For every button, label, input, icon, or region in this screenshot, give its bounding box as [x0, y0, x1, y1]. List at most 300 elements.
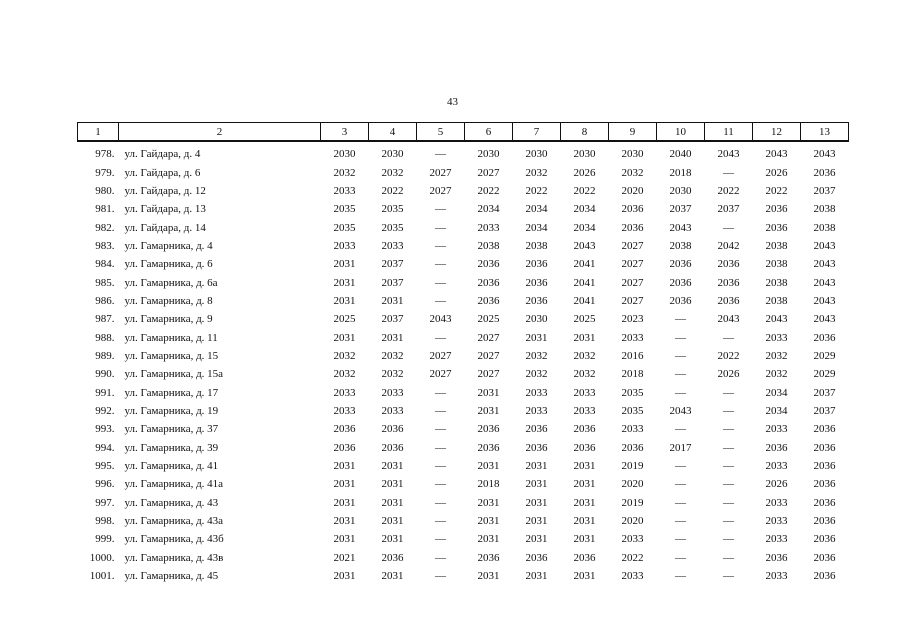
address-cell: ул. Гамарника, д. 43в	[124, 551, 224, 564]
year-cell: 2038	[765, 294, 788, 307]
year-cell: 2033	[765, 515, 788, 528]
year-cell: 2032	[573, 349, 596, 362]
year-cell: 2026	[573, 166, 596, 179]
year-cell: 2026	[717, 368, 740, 381]
address-cell: ул. Гайдара, д. 14	[124, 221, 206, 234]
year-cell: —	[435, 533, 446, 546]
year-cell: —	[435, 423, 446, 436]
year-cell: 2018	[669, 166, 692, 179]
column-header: 3	[321, 123, 369, 142]
table-row	[78, 200, 849, 218]
year-cell: 2036	[477, 294, 500, 307]
year-cell: —	[435, 404, 446, 417]
year-cell: 2038	[813, 203, 836, 216]
row-number: 1000.	[89, 551, 115, 564]
year-cell: 2037	[717, 203, 740, 216]
year-cell: 2036	[765, 221, 788, 234]
year-cell: 2035	[381, 203, 404, 216]
year-cell: 2036	[525, 423, 548, 436]
address-cell: ул. Гамарника, д. 8	[124, 294, 213, 307]
year-cell: 2031	[381, 570, 404, 583]
column-header: 10	[657, 123, 705, 142]
table-row	[78, 402, 849, 420]
column-header: 2	[119, 123, 321, 142]
row-number: 987.	[95, 313, 115, 326]
year-cell: 2032	[765, 368, 788, 381]
year-cell: 2033	[381, 386, 404, 399]
year-cell: 2020	[621, 478, 644, 491]
year-cell: 2027	[429, 184, 452, 197]
year-cell: 2033	[333, 386, 356, 399]
table-row	[78, 182, 849, 200]
year-cell: 2027	[477, 368, 500, 381]
table-row	[78, 163, 849, 181]
year-cell: 2027	[621, 239, 644, 252]
year-cell: 2036	[813, 423, 836, 436]
year-cell: —	[675, 478, 686, 491]
year-cell: 2030	[621, 148, 644, 161]
table-row	[78, 141, 849, 163]
year-cell: —	[675, 551, 686, 564]
year-cell: 2031	[477, 496, 500, 509]
year-cell: 2036	[333, 441, 356, 454]
column-header: 6	[465, 123, 513, 142]
year-cell: 2031	[573, 533, 596, 546]
year-cell: 2033	[765, 533, 788, 546]
year-cell: —	[723, 386, 734, 399]
row-number: 981.	[95, 203, 115, 216]
year-cell: 2043	[813, 239, 836, 252]
year-cell: —	[723, 404, 734, 417]
year-cell: 2027	[429, 166, 452, 179]
row-number: 984.	[95, 258, 115, 271]
year-cell: 2038	[669, 239, 692, 252]
year-cell: —	[723, 331, 734, 344]
table-row	[78, 273, 849, 291]
year-cell: 2031	[381, 533, 404, 546]
address-cell: ул. Гайдара, д. 6	[124, 166, 201, 179]
year-cell: 2034	[573, 203, 596, 216]
year-cell: 2027	[621, 294, 644, 307]
year-cell: —	[435, 294, 446, 307]
address-cell: ул. Гамарника, д. 6	[124, 258, 213, 271]
year-cell: 2032	[621, 166, 644, 179]
address-cell: ул. Гамарника, д. 9	[124, 313, 213, 326]
year-cell: 2031	[381, 515, 404, 528]
year-cell: —	[723, 533, 734, 546]
year-cell: 2032	[525, 349, 548, 362]
year-cell: 2031	[333, 570, 356, 583]
year-cell: 2031	[333, 276, 356, 289]
row-number: 985.	[95, 276, 115, 289]
year-cell: —	[435, 386, 446, 399]
year-cell: 2033	[765, 460, 788, 473]
address-cell: ул. Гамарника, д. 17	[124, 386, 219, 399]
year-cell: 2031	[573, 515, 596, 528]
year-cell: 2036	[717, 258, 740, 271]
year-cell: 2023	[621, 313, 644, 326]
year-cell: —	[435, 551, 446, 564]
row-number: 983.	[95, 239, 115, 252]
year-cell: 2032	[573, 368, 596, 381]
year-cell: 2034	[765, 386, 788, 399]
year-cell: 2031	[381, 478, 404, 491]
year-cell: 2033	[333, 184, 356, 197]
year-cell: 2032	[333, 368, 356, 381]
year-cell: 2036	[717, 276, 740, 289]
year-cell: 2036	[621, 203, 644, 216]
page-number: 43	[447, 96, 458, 108]
year-cell: 2036	[717, 294, 740, 307]
year-cell: 2043	[813, 258, 836, 271]
year-cell: 2027	[621, 276, 644, 289]
year-cell: 2034	[573, 221, 596, 234]
year-cell: 2031	[525, 478, 548, 491]
address-cell: ул. Гамарника, д. 15а	[124, 368, 224, 381]
year-cell: 2036	[381, 551, 404, 564]
year-cell: 2036	[765, 441, 788, 454]
year-cell: 2036	[477, 551, 500, 564]
year-cell: —	[435, 221, 446, 234]
year-cell: 2031	[525, 331, 548, 344]
year-cell: —	[723, 221, 734, 234]
year-cell: —	[435, 258, 446, 271]
year-cell: 2033	[765, 496, 788, 509]
year-cell: —	[435, 460, 446, 473]
year-cell: —	[675, 515, 686, 528]
year-cell: 2036	[477, 423, 500, 436]
table-row	[78, 457, 849, 475]
header-row	[78, 123, 849, 142]
year-cell: 2031	[333, 294, 356, 307]
year-cell: 2036	[669, 294, 692, 307]
year-cell: 2031	[477, 404, 500, 417]
year-cell: —	[675, 349, 686, 362]
row-number: 997.	[95, 496, 115, 509]
column-header: 1	[78, 123, 119, 142]
address-cell: ул. Гамарника, д. 43б	[124, 533, 224, 546]
year-cell: 2031	[525, 533, 548, 546]
year-cell: 2036	[573, 441, 596, 454]
year-cell: 2042	[717, 239, 740, 252]
year-cell: 2037	[813, 386, 836, 399]
table-row	[78, 310, 849, 328]
year-cell: —	[435, 496, 446, 509]
address-cell: ул. Гамарника, д. 45	[124, 570, 219, 583]
year-cell: 2031	[477, 460, 500, 473]
year-cell: 2018	[621, 368, 644, 381]
year-cell: 2033	[621, 423, 644, 436]
year-cell: —	[675, 533, 686, 546]
year-cell: 2022	[717, 349, 740, 362]
year-cell: 2033	[621, 533, 644, 546]
year-cell: 2032	[381, 368, 404, 381]
year-cell: 2031	[525, 570, 548, 583]
year-cell: 2027	[477, 166, 500, 179]
year-cell: 2041	[573, 294, 596, 307]
year-cell: 2036	[813, 496, 836, 509]
year-cell: 2019	[621, 460, 644, 473]
year-cell: 2025	[333, 313, 356, 326]
table-row	[78, 292, 849, 310]
year-cell: 2036	[525, 276, 548, 289]
year-cell: 2033	[573, 386, 596, 399]
address-cell: ул. Гамарника, д. 43	[124, 496, 219, 509]
year-cell: —	[675, 386, 686, 399]
year-cell: 2030	[477, 148, 500, 161]
year-cell: 2036	[765, 551, 788, 564]
year-cell: 2030	[573, 148, 596, 161]
table-row	[78, 328, 849, 346]
year-cell: 2022	[573, 184, 596, 197]
year-cell: 2033	[333, 404, 356, 417]
column-header: 4	[369, 123, 417, 142]
row-number: 996.	[95, 478, 115, 491]
address-cell: ул. Гайдара, д. 12	[124, 184, 206, 197]
year-cell: —	[435, 276, 446, 289]
year-cell: 2043	[813, 313, 836, 326]
row-number: 990.	[95, 368, 115, 381]
year-cell: —	[675, 570, 686, 583]
table-row	[78, 439, 849, 457]
year-cell: 2033	[381, 239, 404, 252]
row-number: 994.	[95, 441, 115, 454]
year-cell: 2033	[381, 404, 404, 417]
year-cell: —	[435, 331, 446, 344]
address-cell: ул. Гамарника, д. 11	[124, 331, 218, 344]
year-cell: 2043	[669, 404, 692, 417]
year-cell: 2037	[669, 203, 692, 216]
year-cell: 2036	[669, 258, 692, 271]
year-cell: 2043	[813, 276, 836, 289]
year-cell: 2038	[765, 239, 788, 252]
year-cell: 2041	[573, 276, 596, 289]
year-cell: 2025	[477, 313, 500, 326]
year-cell: —	[723, 460, 734, 473]
row-number: 998.	[95, 515, 115, 528]
year-cell: 2031	[333, 533, 356, 546]
year-cell: —	[435, 239, 446, 252]
year-cell: —	[723, 441, 734, 454]
year-cell: 2032	[381, 349, 404, 362]
address-cell: ул. Гамарника, д. 15	[124, 349, 219, 362]
column-header: 12	[753, 123, 801, 142]
address-cell: ул. Гамарника, д. 4	[124, 239, 213, 252]
year-cell: 2031	[333, 331, 356, 344]
year-cell: 2043	[813, 148, 836, 161]
year-cell: 2034	[525, 221, 548, 234]
year-cell: 2031	[333, 496, 356, 509]
year-cell: 2036	[477, 276, 500, 289]
table-row	[78, 218, 849, 236]
year-cell: 2038	[813, 221, 836, 234]
year-cell: 2036	[813, 460, 836, 473]
year-cell: 2036	[381, 441, 404, 454]
year-cell: 2037	[813, 404, 836, 417]
column-header: 7	[513, 123, 561, 142]
row-number: 999.	[95, 533, 115, 546]
row-number: 1001.	[89, 570, 115, 583]
year-cell: 2020	[621, 515, 644, 528]
year-cell: 2031	[381, 460, 404, 473]
year-cell: 2027	[477, 331, 500, 344]
year-cell: 2032	[765, 349, 788, 362]
year-cell: 2031	[525, 515, 548, 528]
year-cell: —	[723, 515, 734, 528]
year-cell: 2036	[381, 423, 404, 436]
year-cell: 2036	[621, 441, 644, 454]
year-cell: 2022	[765, 184, 788, 197]
year-cell: 2033	[765, 331, 788, 344]
address-cell: ул. Гамарника, д. 41	[124, 460, 219, 473]
year-cell: 2032	[525, 368, 548, 381]
year-cell: —	[723, 496, 734, 509]
year-cell: 2037	[813, 184, 836, 197]
year-cell: 2022	[621, 551, 644, 564]
year-cell: 2038	[477, 239, 500, 252]
year-cell: 2031	[333, 515, 356, 528]
year-cell: 2031	[381, 331, 404, 344]
year-cell: —	[435, 441, 446, 454]
year-cell: —	[675, 423, 686, 436]
year-cell: 2036	[525, 441, 548, 454]
year-cell: 2022	[717, 184, 740, 197]
year-cell: 2017	[669, 441, 692, 454]
row-number: 980.	[95, 184, 115, 197]
year-cell: 2031	[333, 460, 356, 473]
year-cell: 2029	[813, 368, 836, 381]
year-cell: 2025	[573, 313, 596, 326]
table-row	[78, 530, 849, 548]
year-cell: —	[675, 313, 686, 326]
year-cell: 2033	[525, 386, 548, 399]
year-cell: 2038	[765, 258, 788, 271]
address-cell: ул. Гамарника, д. 41а	[124, 478, 224, 491]
year-cell: 2036	[573, 423, 596, 436]
address-cell: ул. Гамарника, д. 43а	[124, 515, 224, 528]
year-cell: 2036	[333, 423, 356, 436]
table-row	[78, 255, 849, 273]
table-row	[78, 237, 849, 255]
row-number: 988.	[95, 331, 115, 344]
year-cell: —	[723, 551, 734, 564]
row-number: 982.	[95, 221, 115, 234]
table-row	[78, 567, 849, 585]
year-cell: 2033	[333, 239, 356, 252]
year-cell: 2043	[813, 294, 836, 307]
year-cell: 2033	[621, 331, 644, 344]
year-cell: 2031	[477, 533, 500, 546]
column-header: 11	[705, 123, 753, 142]
year-cell: 2026	[765, 478, 788, 491]
year-cell: 2037	[381, 258, 404, 271]
year-cell: 2020	[621, 184, 644, 197]
year-cell: 2034	[765, 404, 788, 417]
year-cell: 2036	[573, 551, 596, 564]
year-cell: —	[435, 203, 446, 216]
year-cell: 2030	[381, 148, 404, 161]
year-cell: 2033	[765, 570, 788, 583]
year-cell: 2027	[477, 349, 500, 362]
table-row	[78, 512, 849, 530]
year-cell: 2031	[573, 460, 596, 473]
address-cell: ул. Гамарника, д. 37	[124, 423, 219, 436]
year-cell: 2033	[477, 221, 500, 234]
year-cell: —	[675, 368, 686, 381]
year-cell: 2043	[429, 313, 452, 326]
year-cell: 2034	[477, 203, 500, 216]
year-cell: 2031	[573, 496, 596, 509]
year-cell: —	[435, 570, 446, 583]
address-cell: ул. Гамарника, д. 39	[124, 441, 219, 454]
year-cell: 2036	[477, 441, 500, 454]
year-cell: 2031	[381, 294, 404, 307]
year-cell: 2033	[765, 423, 788, 436]
year-cell: 2037	[381, 313, 404, 326]
year-cell: 2031	[573, 570, 596, 583]
row-number: 995.	[95, 460, 115, 473]
year-cell: 2027	[621, 258, 644, 271]
year-cell: 2043	[717, 148, 740, 161]
year-cell: —	[675, 460, 686, 473]
year-cell: 2036	[669, 276, 692, 289]
year-cell: 2034	[525, 203, 548, 216]
year-cell: 2019	[621, 496, 644, 509]
address-cell: ул. Гамарника, д. 6а	[124, 276, 218, 289]
year-cell: 2035	[621, 386, 644, 399]
year-cell: 2031	[477, 570, 500, 583]
year-cell: 2043	[669, 221, 692, 234]
year-cell: 2033	[525, 404, 548, 417]
year-cell: 2036	[813, 551, 836, 564]
year-cell: 2038	[525, 239, 548, 252]
address-cell: ул. Гамарника, д. 19	[124, 404, 219, 417]
column-header: 5	[417, 123, 465, 142]
year-cell: 2022	[525, 184, 548, 197]
year-cell: 2032	[333, 166, 356, 179]
year-cell: 2038	[765, 276, 788, 289]
year-cell: 2029	[813, 349, 836, 362]
year-cell: 2035	[333, 203, 356, 216]
year-cell: 2031	[573, 331, 596, 344]
table-row	[78, 347, 849, 365]
year-cell: 2036	[525, 258, 548, 271]
table-row	[78, 365, 849, 383]
table-row	[78, 420, 849, 438]
year-cell: 2036	[525, 551, 548, 564]
year-cell: 2031	[381, 496, 404, 509]
year-cell: 2022	[477, 184, 500, 197]
row-number: 992.	[95, 404, 115, 417]
table-body	[78, 141, 849, 585]
year-cell: 2036	[813, 570, 836, 583]
year-cell: 2036	[813, 441, 836, 454]
year-cell: 2036	[813, 331, 836, 344]
year-cell: 2032	[333, 349, 356, 362]
year-cell: 2036	[813, 533, 836, 546]
year-cell: 2031	[477, 386, 500, 399]
year-cell: 2031	[477, 515, 500, 528]
year-cell: 2033	[621, 570, 644, 583]
year-cell: —	[675, 496, 686, 509]
year-cell: 2030	[333, 148, 356, 161]
year-cell: 2022	[381, 184, 404, 197]
column-header: 13	[801, 123, 849, 142]
year-cell: 2036	[813, 515, 836, 528]
year-cell: 2021	[333, 551, 356, 564]
year-cell: 2036	[477, 258, 500, 271]
year-cell: 2032	[525, 166, 548, 179]
